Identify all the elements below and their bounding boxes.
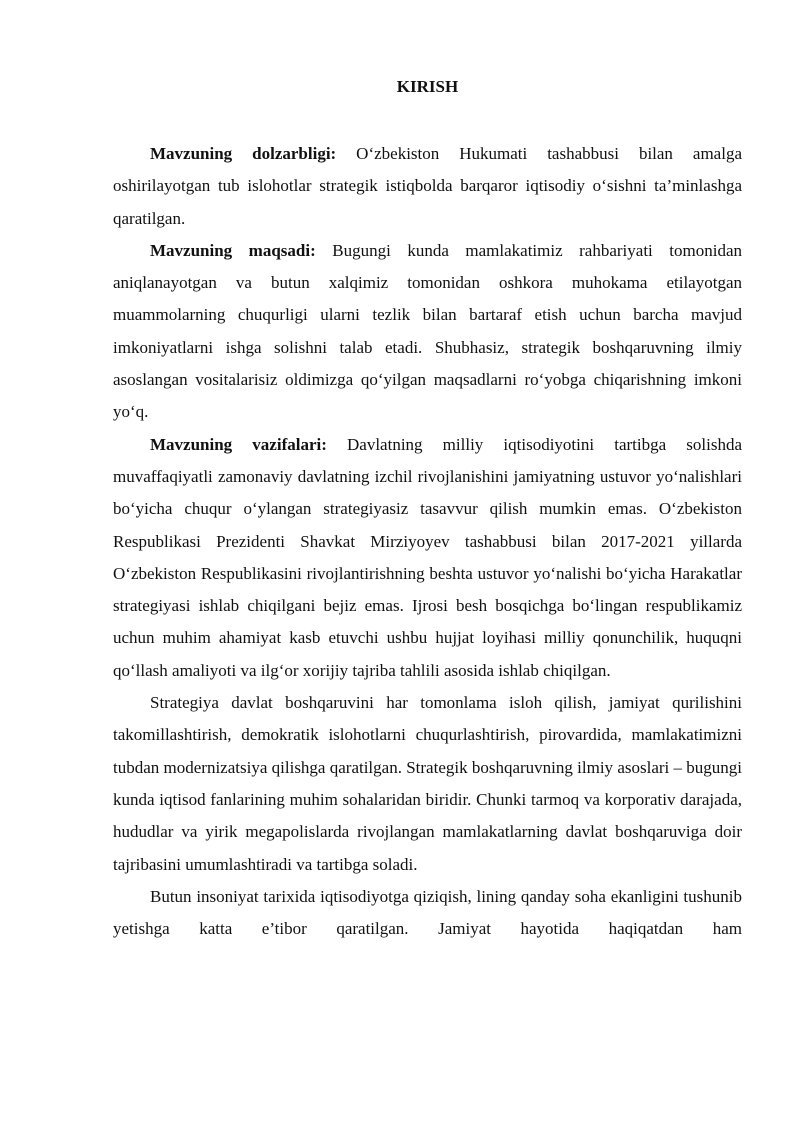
paragraph-relevance [113,138,742,235]
paragraph-text: Strategiya davlat boshqaruvini har tomonlama isloh qilish, jamiyat qurilishini takomillashtirish, demokratik islohotlarni chuqurlashtirish, pirovardida, mamlakatimizni tubdan modernizatsiya qilishga qaratilgan. Strategik boshqaruvning ilmiy asoslari – bugungi kunda iqtisod fanlarining muhim sohalaridan biridir. Chunki tarmoq va korporativ darajada, hududlar va yirik megapolislarda rivojlangan mamlakatlarning davlat boshqaruviga doir tajribasini umumlashtiradi va tartibga soladi. [113,693,742,874]
paragraph-goal [113,235,742,429]
paragraph-text: Butun insoniyat tarixida iqtisodiyotga qiziqish, lining qanday soha ekanligini tushunib yetishga katta e’tibor qaratilgan. Jamiyat hayotida haqiqatdan ham [113,886,742,939]
paragraph-tasks [113,429,742,687]
page-title: KIRISH [396,77,459,96]
paragraph-text: Bugungi kunda mamlakatimiz rahbariyati tomonidan aniqlanayotgan va butun xalqimiz tomonidan oshkora muhokama etilayotgan muammolarning chuqurligi ularni tezlik bilan bartaraf etish uchun barcha mavjud imkoniyatlarni ishga solishni talab etadi. Shubhasiz, strategik boshqaruvning ilmiy asoslangan vositalarisiz oldimizga qo‘yilgan maqsadlarni ro‘yobga chiqarishning imkoni yo‘q. [113,240,742,422]
document-page [113,74,742,945]
paragraph-text: Davlatning milliy iqtisodiyotini tartibga solishda muvaffaqiyatli zamonaviy davlatning izchil rivojlanishini jamiyatning ustuvor yo‘nalishlari bo‘yicha chuqur o‘ylangan strategiyasiz tasavvur qilish mumkin emas. O‘zbekiston Respublikasi Prezidenti Shavkat Mirziyoyev tashabbusi bilan 2017-2021 yillarda O‘zbekiston Respublikasini rivojlantirishning beshta ustuvor yo‘nalishi bo‘yicha Harakatlar strategiyasi ishlab chiqilgani bejiz emas. Ijrosi besh bosqichga bo‘lingan respublikamiz uchun muhim ahamiyat kasb etuvchi ushbu hujjat loyihasi milliy qonunchilik, huquqni qo‘llash amaliyoti va ilg‘or xorijiy tajriba tahlili asosida ishlab chiqilgan. [113,434,742,680]
paragraph-lead: Mavzuning dolzarbligi: [150,144,337,163]
paragraph-lead: Mavzuning vazifalari: [150,434,327,454]
paragraph-text: O‘zbekiston Hukumati tashabbusi bilan amalga oshirilayotgan tub islohotlar strategik istiqbolda barqaror iqtisodiy o‘sishni ta’minlashga qaratilgan. [113,144,742,228]
paragraph-strategy [113,687,742,881]
paragraph-history [113,881,742,946]
paragraph-lead: Mavzuning maqsadi: [150,240,316,260]
